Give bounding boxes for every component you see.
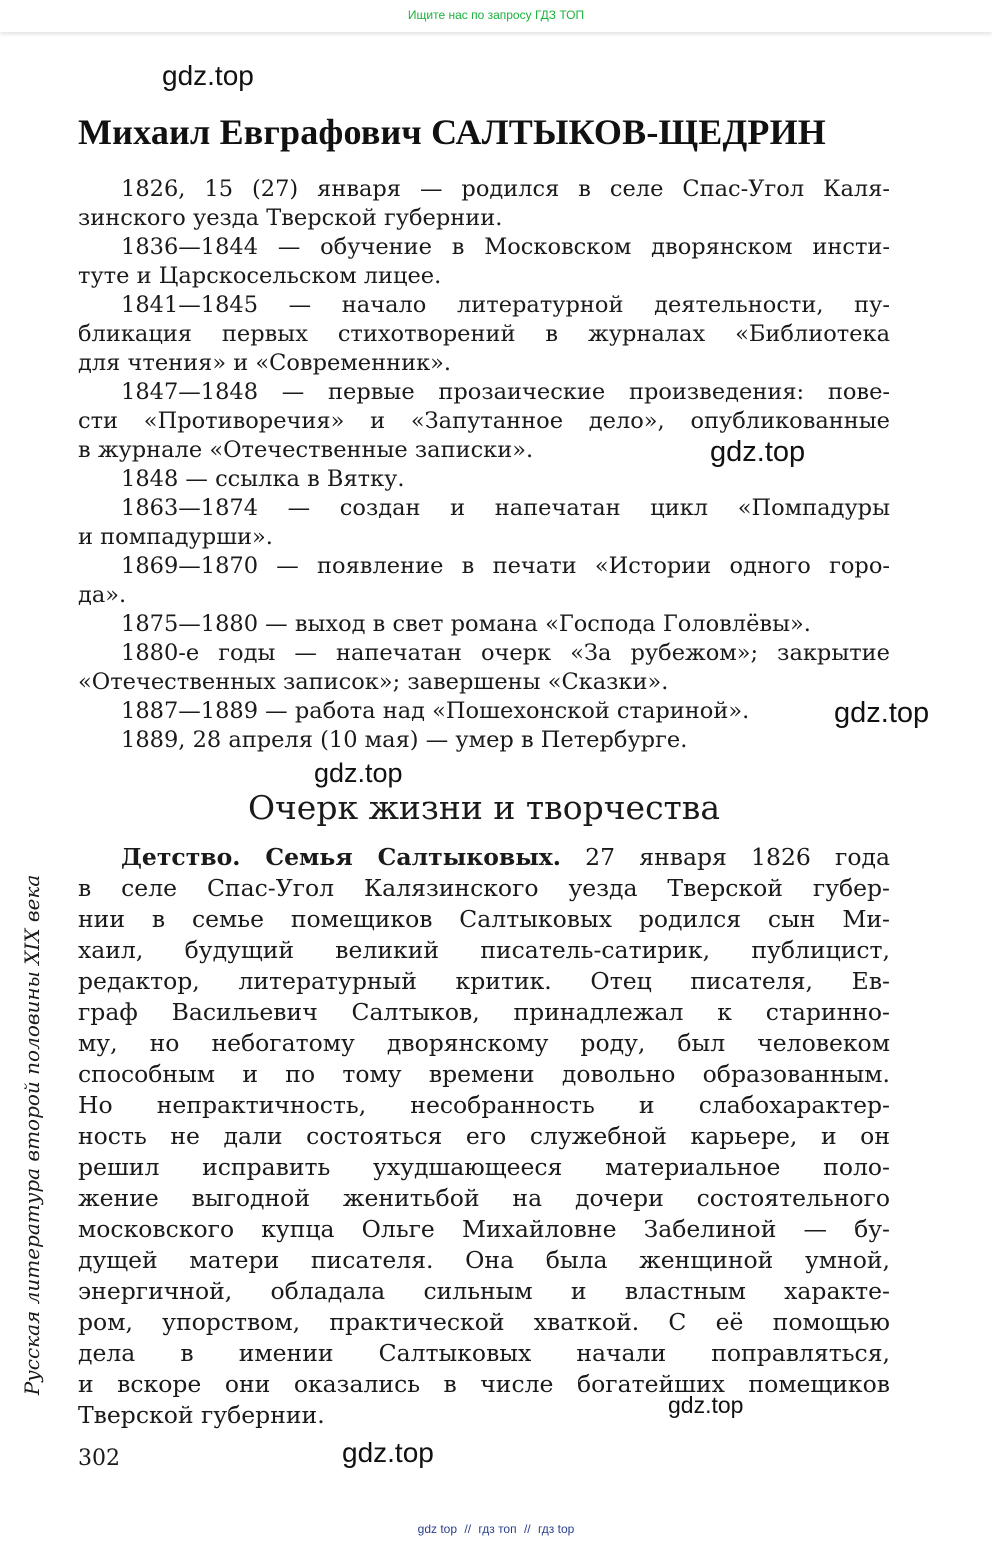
section-title: Очерк жизни и творчества: [247, 788, 721, 827]
footer-links: [0, 1522, 992, 1536]
paragraph-line: Но непрактичность, несобранность и слабохарактер-: [78, 1091, 890, 1119]
paragraph-line: граф Васильевич Салтыков, принадлежал к старинно-: [78, 998, 890, 1026]
watermark: gdz.top: [668, 1392, 744, 1418]
paragraph-line: Тверской губернии.: [78, 1401, 325, 1429]
paragraph-line: дела в имении Салтыковых начали поправляться,: [78, 1339, 890, 1367]
paragraph-line: дущей матери писателя. Она была женщиной умной,: [78, 1246, 890, 1274]
paragraph-line: нии в семье помещиков Салтыковых родился сын Ми-: [78, 905, 890, 933]
chronology-line: 1841—1845 — начало литературной деятельности, пу-: [121, 292, 890, 318]
watermark: gdz.top: [342, 1437, 434, 1468]
paragraph-line: и вскоре они оказались в числе богатейших помещиков: [78, 1370, 890, 1398]
chronology-line: туте и Царскосельском лицее.: [78, 263, 442, 289]
paragraph-line: решил исправить ухудшающееся материальное поло-: [78, 1153, 890, 1181]
chronology-line: 1863—1874 — создан и напечатан цикл «Помпадуры: [121, 495, 890, 521]
side-caption-text: Русская литература второй половины XIX века: [20, 874, 44, 1396]
chronology-line: бликация первых стихотворений в журналах «Библиотека: [78, 321, 890, 347]
paragraph-line: хаил, будущий великий писатель-сатирик, публицист,: [78, 936, 890, 964]
paragraph-first-line-rest: 27 января 1826 года: [560, 843, 890, 871]
chronology-line: «Отечественных записок»; завершены «Сказки».: [78, 669, 669, 695]
paragraph-line: московского купца Ольге Михайловне Забелиной — бу-: [78, 1215, 890, 1243]
chronology-line: да».: [78, 582, 127, 608]
watermark: gdz.top: [162, 60, 254, 91]
footer-link[interactable]: гдз top: [537, 1522, 575, 1536]
top-banner: [0, 0, 992, 32]
footer-separator: //: [523, 1522, 531, 1536]
chronology-line: 1875—1880 — выход в свет романа «Господа Головлёвы».: [121, 611, 811, 637]
paragraph-line: в селе Спас-Угол Калязинского уезда Тверской губер-: [78, 874, 890, 902]
footer-link[interactable]: гдз топ: [478, 1522, 517, 1536]
watermark: gdz.top: [834, 697, 930, 729]
chronology-line: 1836—1844 — обучение в Московском дворянском инсти-: [121, 234, 890, 260]
paragraph-line: редактор, литературный критик. Отец писателя, Ев-: [78, 967, 890, 995]
page-title: Михаил Евграфович САЛТЫКОВ-ЩЕДРИН: [78, 112, 827, 152]
chronology-line: зинского уезда Тверской губернии.: [78, 205, 503, 231]
chronology-line: 1889, 28 апреля (10 мая) — умер в Петербурге.: [121, 727, 688, 753]
footer-link[interactable]: gdz top: [417, 1522, 458, 1536]
footer-separator: //: [464, 1522, 472, 1536]
page-number: 302: [78, 1446, 120, 1471]
chronology-line: 1887—1889 — работа над «Пошехонской стариной».: [121, 698, 750, 724]
paragraph-line: му, но небогатому дворянскому роду, был человеком: [78, 1029, 890, 1057]
chronology-line: 1847—1848 — первые прозаические произведения: пове-: [121, 379, 890, 405]
paragraph-line: жение выгодной женитьбой на дочери состоятельного: [78, 1184, 890, 1212]
paragraph-line: энергичной, обладала сильным и властным характе-: [78, 1277, 890, 1305]
chronology-line: 1869—1870 — появление в печати «Истории одного горо-: [121, 553, 890, 579]
paragraph-line: ность не дали состояться его служебной карьере, и он: [78, 1122, 890, 1150]
paragraph-line: ром, упорством, практической хваткой. С её помощью: [78, 1308, 890, 1336]
paragraph-first-line: [78, 842, 890, 873]
chronology-line: для чтения» и «Современник».: [78, 350, 452, 376]
chronology-line: 1880-е годы — напечатан очерк «За рубежом»; закрытие: [121, 640, 890, 666]
watermark: gdz.top: [710, 436, 806, 468]
chronology-line: в журнале «Отечественные записки».: [78, 437, 534, 463]
chronology-line: 1826, 15 (27) января — родился в селе Спас-Угол Каля-: [121, 176, 890, 202]
chronology-line: 1848 — ссылка в Вятку.: [121, 466, 405, 492]
chronology-line: и помпадурши».: [78, 524, 273, 550]
watermark: gdz.top: [314, 758, 403, 788]
paragraph-line: способным и по тому времени довольно образованным.: [78, 1060, 890, 1088]
banner-text: Ищите нас по запросу ГДЗ ТОП: [407, 8, 585, 22]
chronology-line: сти «Противоречия» и «Запутанное дело», опубликованные: [78, 408, 890, 434]
paragraph-heading: Детство. Семья Салтыковых.: [121, 843, 561, 871]
